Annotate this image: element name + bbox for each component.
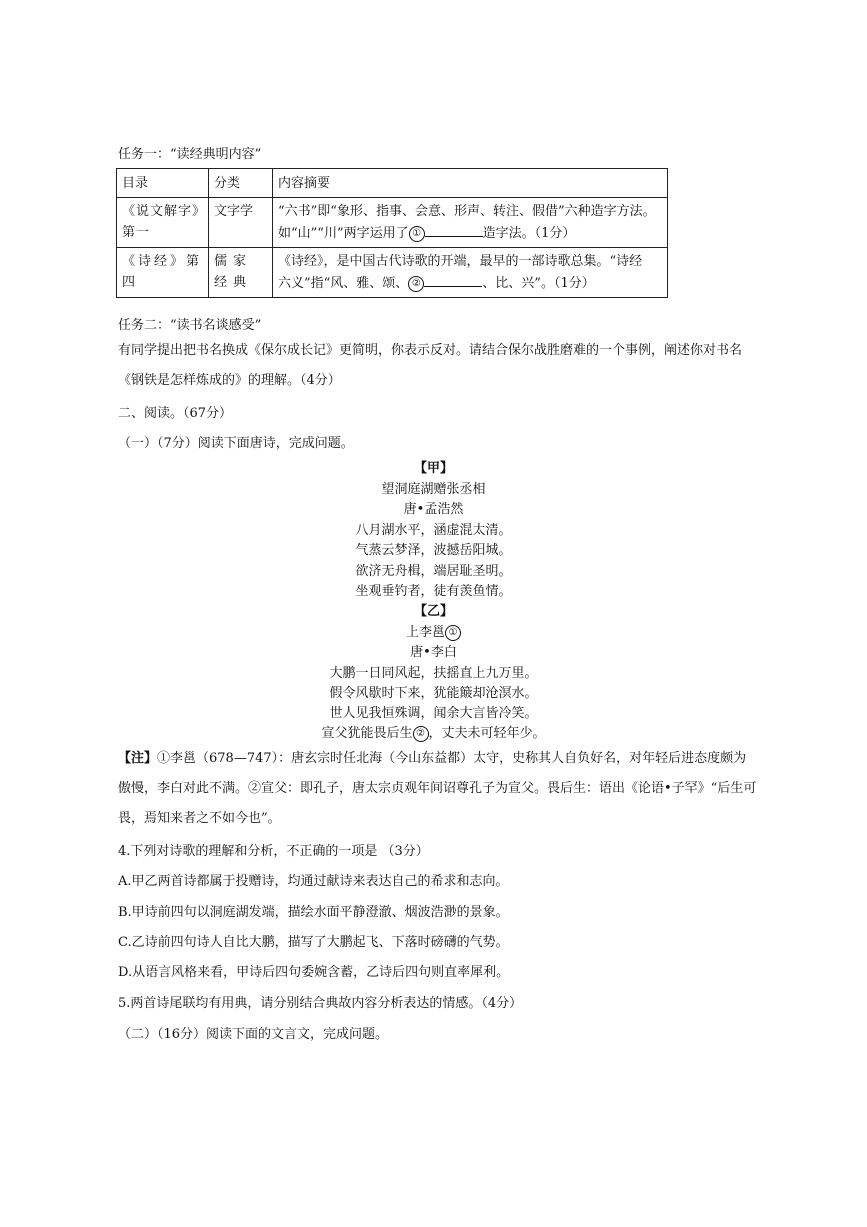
table-row [117, 248, 668, 298]
poem-b-line-1: 大鹏一日同风起，扶摇直上九万里。 [329, 666, 538, 681]
task1-title: 任务一：“读经典明内容” [118, 147, 262, 162]
annotation-label: 【注】 [118, 751, 158, 766]
poem-b-author: 唐•李白 [410, 645, 457, 660]
fill-blank-2[interactable] [424, 272, 482, 287]
question-4-option-b: B.甲诗前四句以洞庭湖发端，描绘水面平静澄澈、烟波浩渺的景象。 [118, 905, 509, 920]
poem-a-title: 望洞庭湖赠张丞相 [381, 482, 486, 497]
question-5-stem: 5.两首诗尾联均有用典，请分别结合典故内容分析表达的情感。（4分） [118, 996, 523, 1011]
poem-b-title [0, 621, 867, 641]
table-header-row [117, 169, 668, 198]
question-4-option-a: A.甲乙两首诗都属于投赠诗，均通过献诗来表达自己的希求和志向。 [118, 874, 509, 889]
row1-summary [273, 198, 668, 248]
part1-title: （一）（7分）阅读下面唐诗，完成问题。 [118, 436, 354, 451]
row1-summary-line2 [278, 222, 662, 244]
task1-table [116, 168, 668, 298]
note-marker-2: ② [413, 726, 429, 742]
part2-title: （二）（16分）阅读下面的文言文，完成问题。 [118, 1027, 389, 1042]
row2-summary-line1: 《诗经》，是中国古代诗歌的开端，最早的一部诗歌总集。“诗经 [278, 254, 643, 269]
poem-a-author: 唐•孟浩然 [403, 502, 464, 517]
row1-summary-line1: “六书”即“象形、指事、会意、形声、转注、假借”六种造字方法。 [278, 204, 656, 219]
question-4-stem: 4.下列对诗歌的理解和分析，不正确的一项是 （3分） [118, 844, 429, 859]
poem-a-line-4: 坐观垂钓者，徒有羡鱼情。 [355, 584, 512, 599]
annotation [118, 744, 758, 834]
row2-category: 儒家经典 [209, 248, 273, 298]
poem-b-line-3: 世人见我恒殊调，闻余大言皆冷笑。 [329, 706, 538, 721]
blank-marker-1: ① [409, 226, 425, 242]
poem-b-line-4 [0, 722, 867, 742]
poem-b-tag: 【乙】 [413, 604, 453, 619]
fill-blank-1[interactable] [425, 222, 483, 237]
poem-b-title-text: 上李邕 [405, 625, 445, 640]
task2-title: 任务二：“读书名谈感受” [118, 318, 262, 333]
poem-b-line-2: 假令风歇时下来，犹能簸却沧溟水。 [329, 686, 538, 701]
row1-summary-text-b: 造字法。（1分） [482, 226, 576, 241]
row1-catalog: 《说文解字》第一 [117, 198, 209, 248]
poem-a-line-1: 八月湖水平，涵虚混太清。 [355, 523, 512, 538]
row2-summary-line2 [278, 272, 662, 294]
poem-a-tag: 【甲】 [413, 461, 453, 476]
row2-summary [273, 248, 668, 298]
annotation-body: ①李邕（678—747）：唐玄宗时任北海（今山东益都）太守，史称其人自负好名，对年轻后进态度颇为傲慢，李白对此不满。②宣父：即孔子，唐太宗贞观年间诏尊孔子为宣父。畏后生：语出《论语•子罕》“后生可畏，焉知来者之不如今也”。 [118, 751, 757, 826]
row2-catalog: 《诗经》第四 [117, 248, 209, 298]
table-row [117, 198, 668, 248]
task2-body: 有同学提出把书名换成《保尔成长记》更简明，你表示反对。请结合保尔战胜磨难的一个事例，阐述你对书名《钢铁是怎样炼成的》的理解。（4分） [118, 343, 743, 388]
row2-summary-text-b: 、比、兴”。（1分） [482, 276, 595, 291]
poem-a-line-2: 气蒸云梦泽，波撼岳阳城。 [355, 543, 512, 558]
row2-summary-text-a: 六义”指“风、雅、颂、 [278, 276, 409, 291]
header-catalog: 目录 [117, 169, 209, 198]
question-4-option-c: C.乙诗前四句诗人自比大鹏，描写了大鹏起飞、下落时磅礴的气势。 [118, 935, 509, 950]
section2-heading: 二、阅读。（67分） [118, 406, 233, 421]
poem-b-line-4-b: ，丈夫未可轻年少。 [428, 726, 546, 741]
row1-summary-text-a: 如“山”“川”两字运用了 [278, 226, 409, 241]
header-category: 分类 [209, 169, 273, 198]
blank-marker-2: ② [408, 276, 424, 292]
poem-a-line-3: 欲济无舟楫，端居耻圣明。 [355, 564, 512, 579]
row1-category: 文字学 [209, 198, 273, 248]
question-4-option-d: D.从语言风格来看，甲诗后四句委婉含蓄，乙诗后四句则直率犀利。 [118, 965, 510, 980]
header-summary: 内容摘要 [273, 169, 668, 198]
poem-b-line-4-a: 宣父犹能畏后生 [321, 726, 413, 741]
note-marker-1: ① [445, 625, 461, 641]
